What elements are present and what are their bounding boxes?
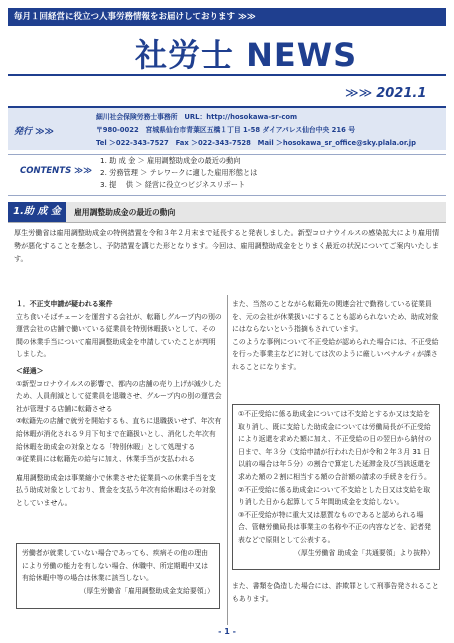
publisher-line-2: 〒980-0022 宮城県仙台市青葉区五橋１丁目 1-58 ダイアパレス仙台中央 216 号 <box>96 126 356 134</box>
publisher-label: 発行 ≫≫ <box>14 127 54 137</box>
subheading: １．不正支申請が疑われる案件 <box>16 300 113 308</box>
contents-item: 1. 助 成 金 ＞ 雇用調整助成金の最近の動向 <box>100 156 241 165</box>
column-divider <box>227 295 228 625</box>
quote-source: （厚生労働省「雇用調整助成金支給要領」） <box>79 586 214 595</box>
publisher-line-1: 細川社会保険労務士事務所 URL：http://hosokawa-sr-com <box>96 113 298 121</box>
issue-arrows: ≫≫ <box>345 86 373 101</box>
intro-paragraph: 厚生労働省は雇用調整助成金の特例措置を令和３年２月末まで延長すると発表しました。新型コロナウイルスの感染拡大により雇用情勢が悪化することを懸念し、予防措置を講じた形となります。今回は、雇用調整助成金をとりまく最近の状況についてご案内いたします。 <box>14 228 440 263</box>
left-column <box>16 298 222 510</box>
contents-item: 3. 提 供 ＞ 経営に役立つビジネスリポート <box>100 180 246 189</box>
contents-item: 2. 労務管理 ＞ テレワークに適した雇用形態とは <box>100 168 258 177</box>
paragraph: 立ち食いそばチェーンを運営する会社が、転籍しグループ内の別の運営会社の店舗で働いている従業員を特別休暇扱いとして、その間の休業手当について雇用調整助成金を申請していたことが判明しました。 <box>16 312 222 359</box>
publisher-line-3: Tel ＞022-343-7527 Fax ＞022-343-7528 Mail ＞hosokawa_sr_office@sky.plala.or.jp <box>96 139 416 147</box>
issue-number: 2021.1 <box>376 86 427 101</box>
newsletter-title: 社労士 NEWS <box>135 36 358 74</box>
penalty-item: ②不正受給に係る助成金について不支給とした日又は支給を取り消した日から起算して５年間助成金を支給しない。 <box>238 485 431 507</box>
penalty-item: ①不正受給に係る助成金については不支給とするか又は支給を取り消し、既に支給した助成金については労働局長が不正受給により返還を求めた額に加え、不正受給の日の翌日から納付の日まで、年３分（支給申請が行われた日が令和２年３月 31 日以前の場合は年５分）の割合で算定した延滞金及び当該返還を求めた額の２割に相当する額の合計額の請求の手続きを行う。 <box>238 410 432 481</box>
page-number: - 1 - <box>218 627 236 636</box>
quote-text: 労働者が就業していない場合であっても、疾病その他の理由により労働の能力を有しない場合、休職中、所定期暇中又は有給休暇中等の場合は休業に該当しない。 <box>22 549 209 583</box>
contents-label: CONTENTS ≫≫ <box>20 166 92 176</box>
paragraph: また、書類を偽造した場合には、詐欺罪として刑事告発されることもあります。 <box>232 582 439 603</box>
keika-item: ①新型コロナウイルスの影響で、都内の店舗の売り上げが減少したため、人員削減として従業員を退職させ、グループ内の別の運営会社が管理する店舗に転籍させる <box>16 379 222 413</box>
tagline-bar: 毎月１回経営に役立つ人事労務情報をお届けしております ≫≫ <box>8 8 446 26</box>
paragraph: このような事例について不正受給が認められた場合には、不正受給を行った事業主などに対しては次のように厳しいペナルティが課されることになります。 <box>232 337 439 371</box>
quote-box-left <box>16 543 220 609</box>
paragraph: 雇用調整助成金は事業縮小で休業させた従業員への休業手当を支払う助成対象としており、賃金を支払う年次有給休暇はその対象としていません。 <box>16 473 216 507</box>
keika-label: ＜経過＞ <box>16 366 44 375</box>
keika-item: ②転籍先の店舗で就労を開始するも、直ちに退職扱いせず、年次有給休暇が消化される９月下旬まで在籍扱いとし、消化した年次有給休暇を助成金の対象となる「特別休暇」として処理する <box>16 417 222 451</box>
penalty-source: （厚生労働省 助成金「共通要領」より抜粋） <box>293 548 434 557</box>
issue-date <box>345 86 426 101</box>
paragraph: また、当然のことながら転籍先の関連会社で勤務している従業員を、元の会社が休業扱いにすることも認められないため、助成対象にはならないという指摘もされています。 <box>232 300 439 334</box>
penalty-box <box>232 404 440 570</box>
title-rule <box>8 74 446 76</box>
section-title: 雇用調整助成金の最近の動向 <box>74 208 176 217</box>
section-number: 1.助 成 金 <box>8 202 66 222</box>
penalty-item: ③不正受給が特に重大又は悪質なものであると認められる場合、管轄労働局長は事業主の名称や不正の内容などを、記者発表などで原則として公表する。 <box>238 510 431 544</box>
right-column <box>232 298 442 374</box>
keika-item: ③従業員には転籍先の給与に加え、休業手当が支払われる <box>16 455 195 464</box>
